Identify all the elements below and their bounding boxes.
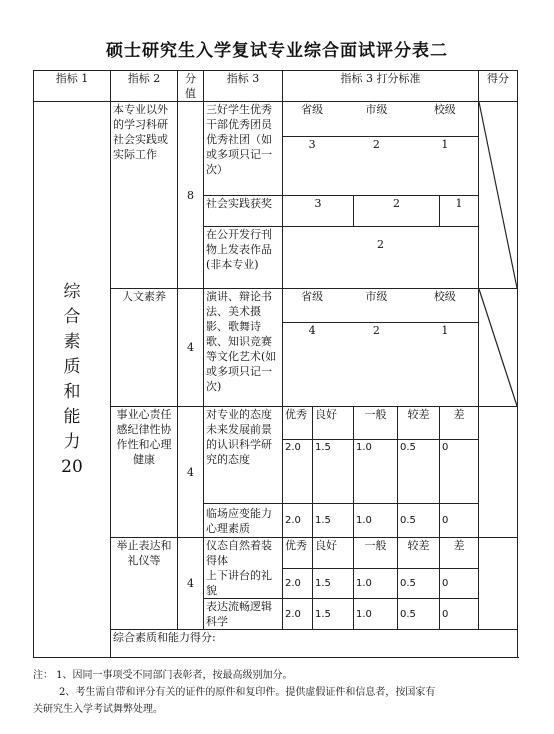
arts-levels-cell [283, 289, 479, 407]
level-province: 省级 [301, 103, 324, 116]
indicator-3-honors: 三好学生优秀干部优秀团员优秀社团（如或多项只记一次） [204, 102, 283, 196]
honors-levels-cell [283, 102, 479, 196]
header-scoring-standard: 指标 3 打分标准 [283, 71, 479, 102]
level-province: 省级 [301, 290, 324, 303]
level-school: 校级 [433, 103, 456, 116]
indicator-3-professional-attitude: 对专业的态度未来发展前景的认识科学研究的态度 [204, 407, 283, 504]
expression-average-points: 1.0 [354, 599, 398, 630]
adaptability-good-points: 1.5 [313, 504, 354, 538]
grade-excellent: 优秀 [283, 538, 313, 569]
header-indicator-2: 指标 2 [111, 71, 178, 102]
header-earned-score: 得分 [479, 71, 518, 102]
expression-excellent-points: 2.0 [283, 599, 313, 630]
grade-good: 良好 [313, 538, 354, 569]
honors-province-points: 3 [308, 138, 316, 151]
indicator-1-char: 20 [61, 456, 83, 477]
header-indicator-3: 指标 3 [204, 71, 283, 102]
expression-bad-points: 0 [440, 599, 479, 630]
courtesy-poor-points: 0.5 [398, 568, 440, 599]
header-score-value: 分值 [178, 71, 204, 102]
courtesy-excellent-points: 2.0 [283, 568, 313, 599]
courtesy-average-points: 1.0 [354, 568, 398, 599]
adaptability-bad-points: 0 [440, 504, 479, 538]
total-score-field[interactable]: 综合素质和能力得分: [111, 630, 518, 658]
indicator-3-arts: 演讲、辩论书法、美术摄影、歌舞诗歌、知识竞赛等文化艺术(如或多项只记一次) [204, 289, 283, 407]
earned-score-cell-3[interactable] [479, 407, 518, 538]
level-city: 市级 [365, 103, 388, 116]
grade-good: 良好 [313, 407, 354, 440]
level-city: 市级 [365, 290, 388, 303]
attitude-excellent-points: 2.0 [283, 440, 313, 504]
practice-city-points: 2 [354, 196, 440, 227]
diagonal-slash-icon [479, 289, 517, 406]
level-school: 校级 [433, 290, 456, 303]
grade-poor: 较差 [398, 407, 440, 440]
earned-score-cell-1[interactable] [479, 102, 518, 289]
indicator-1-char: 综 [63, 281, 81, 302]
earned-score-cell-4[interactable] [479, 538, 518, 630]
attitude-average-points: 1.0 [354, 440, 398, 504]
score-value-8: 8 [178, 102, 204, 289]
grade-poor: 较差 [398, 538, 440, 569]
arts-province-points: 4 [308, 324, 316, 337]
score-table [33, 70, 518, 658]
indicator-1-char: 合 [63, 306, 81, 327]
expression-poor-points: 0.5 [398, 599, 440, 630]
indicator-1-char: 力 [63, 431, 81, 452]
practice-school-points: 1 [440, 196, 479, 227]
note-1: 注： 1、因同一事项受不同部门表彰者，按最高级别加分。 [33, 670, 293, 681]
grade-average: 一般 [354, 407, 398, 440]
indicator-3-publication: 在公开发行刊物上发表作品(非本专业) [204, 227, 283, 289]
indicator-1-overall [34, 102, 111, 658]
score-value-4: 4 [178, 289, 204, 407]
grade-bad: 差 [440, 538, 479, 569]
courtesy-good-points: 1.5 [313, 568, 354, 599]
indicator-3-demeanor: 仪态自然着装得体 [206, 539, 272, 567]
adaptability-average-points: 1.0 [354, 504, 398, 538]
attitude-poor-points: 0.5 [398, 440, 440, 504]
expression-good-points: 1.5 [313, 599, 354, 630]
score-value-4: 4 [178, 538, 204, 630]
indicator-3-manners-cell [204, 538, 283, 599]
honors-school-points: 1 [441, 138, 449, 151]
grade-average: 一般 [354, 538, 398, 569]
score-value-4: 4 [178, 407, 204, 538]
courtesy-bad-points: 0 [440, 568, 479, 599]
grade-excellent: 优秀 [283, 407, 313, 440]
indicator-2-extracurricular: 本专业以外的学习科研社会实践或实际工作 [111, 102, 178, 289]
indicator-2-attitude: 事业心责任感纪律性协作性和心理健康 [111, 407, 178, 538]
arts-school-points: 1 [441, 324, 449, 337]
indicator-1-char: 和 [63, 381, 81, 402]
indicator-3-stage-courtesy: 上下讲台的礼貌 [206, 569, 272, 597]
indicator-2-humanities: 人文素养 [111, 289, 178, 407]
note-2-continued: 关研究生入学考试舞弊处理。 [33, 704, 163, 715]
earned-score-cell-2[interactable] [479, 289, 518, 407]
note-2: 2、考生需自带和评分有关的证件的原件和复印件。提供虚假证件和信息者，按国家有 [59, 687, 436, 698]
indicator-2-manners: 举止表达和礼仪等 [111, 538, 178, 630]
header-indicator-1: 指标 1 [34, 71, 111, 102]
attitude-bad-points: 0 [440, 440, 479, 504]
page-title: 硕士研究生入学复试专业综合面试评分表二 [106, 41, 448, 61]
indicator-1-char: 质 [63, 356, 81, 377]
notes-block [33, 667, 523, 718]
indicator-1-char: 能 [63, 406, 81, 427]
practice-province-points: 3 [283, 196, 354, 227]
diagonal-slash-icon [479, 102, 517, 288]
honors-city-points: 2 [372, 138, 380, 151]
indicator-3-practice-award: 社会实践获奖 [204, 196, 283, 227]
attitude-good-points: 1.5 [313, 440, 354, 504]
arts-city-points: 2 [372, 324, 380, 337]
indicator-1-char: 素 [63, 331, 81, 352]
adaptability-poor-points: 0.5 [398, 504, 440, 538]
publication-points: 2 [283, 227, 479, 289]
adaptability-excellent-points: 2.0 [283, 504, 313, 538]
indicator-3-adaptability: 临场应变能力心理素质 [204, 504, 283, 538]
grade-bad: 差 [440, 407, 479, 440]
indicator-3-expression: 表达流畅逻辑科学 [204, 599, 283, 630]
